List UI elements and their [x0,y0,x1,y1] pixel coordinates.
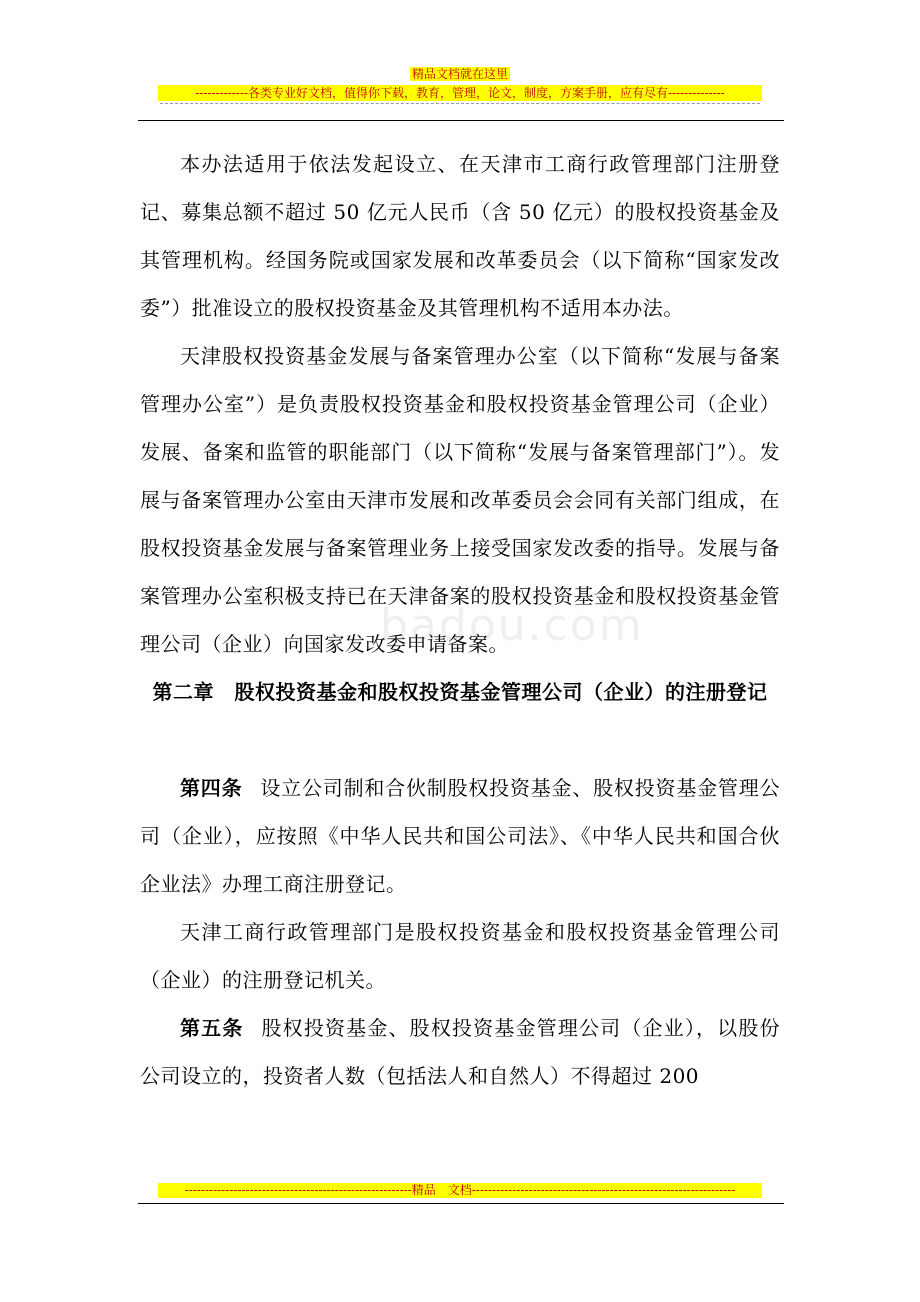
article-4 [140,764,780,908]
footer-rule [138,1203,784,1204]
article-5-label: 第五条 [180,1016,244,1040]
article-4-label: 第四条 [180,776,243,800]
blank-line [140,716,780,764]
watermark: badou.com [380,600,644,651]
paragraph-scope: 本办法适用于依法发起设立、在天津市工商行政管理部门注册登记、募集总额不超过 50 亿元人民币（含 50 亿元）的股权投资基金及其管理机构。经国务院或国家发展和改革委员会（以下简称“国家发改委”）批准设立的股权投资基金及其管理机构不适用本办法。 [140,152,780,320]
article-5-text: 股权投资基金、股权投资基金管理公司（企业），以股份公司设立的，投资者人数（包括法人和自然人）不得超过 200 [140,1016,780,1088]
header-dashed-divider [160,103,760,112]
header-banner: -------------各类专业好文档，值得你下载，教育，管理，论文，制度，方案手册，应有尽有-------------- [158,85,762,101]
document-body [140,140,780,1100]
header-title: 精品文档就在这里 [411,67,508,81]
chapter-heading: 第二章 股权投资基金和股权投资基金管理公司（企业）的注册登记 [152,680,768,704]
footer-banner: --------------------------------------------------------精品 文档----------------------------------------------------------------- [158,1183,762,1198]
article-5 [140,1004,780,1100]
paragraph-office: 天津股权投资基金发展与备案管理办公室（以下简称“发展与备案管理办公室”）是负责股权投资基金和股权投资基金管理公司（企业）发展、备案和监管的职能部门（以下简称“发展与备案管理部门”）。发展与备案管理办公室由天津市发展和改革委员会会同有关部门组成，在股权投资基金发展与备案管理业务上接受国家发改委的指导。发展与备案管理办公室积极支持已在天津备案的股权投资基金和股权投资基金管理公司（企业）向国家发改委申请备案。 [140,344,780,656]
article-4-text: 设立公司制和合伙制股权投资基金、股权投资基金管理公司（企业），应按照《中华人民共和国公司法》、《中华人民共和国合伙企业法》办理工商注册登记。 [140,776,781,896]
paragraph-registration: 天津工商行政管理部门是股权投资基金和股权投资基金管理公司（企业）的注册登记机关。 [140,920,780,992]
header-rule [138,120,784,121]
